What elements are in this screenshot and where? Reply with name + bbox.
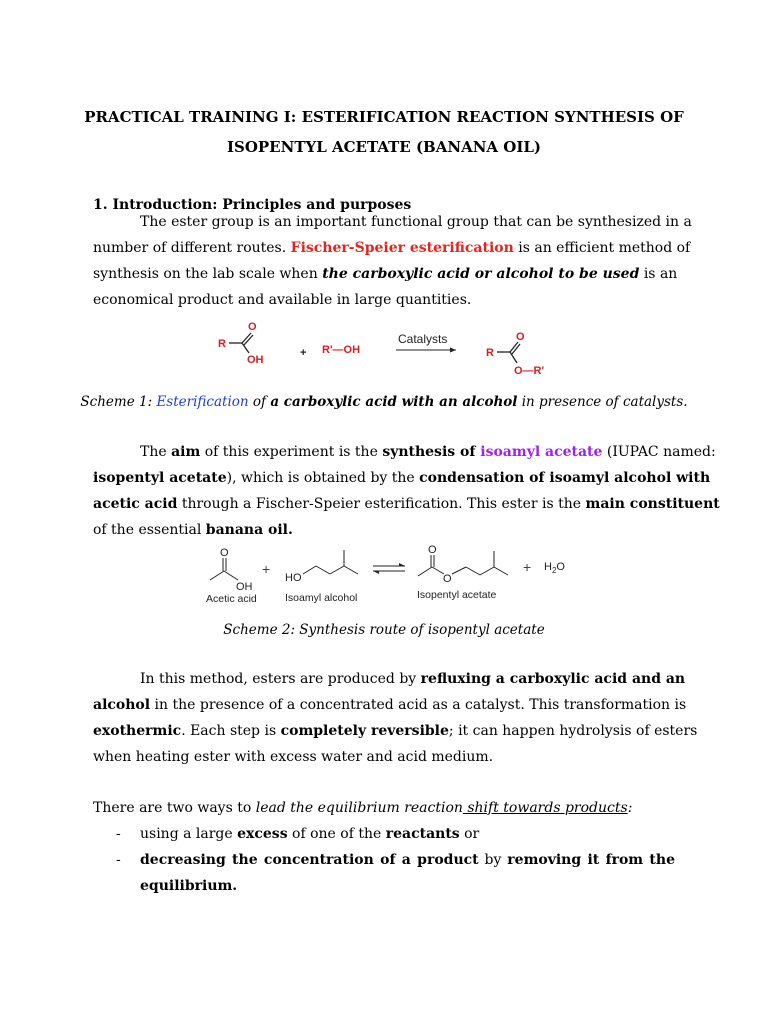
scheme1-oh1: OH — [247, 354, 264, 366]
bullet-item-2-cont: equilibrium. — [140, 878, 238, 894]
scheme2-plus-2: + — [523, 559, 532, 575]
method-line-1: In this method, esters are produced by refluxing a carboxylic acid and an — [140, 671, 686, 687]
intro-line-4: economical product and available in large quantities. — [93, 292, 472, 308]
bullet-dash-1: - — [116, 826, 121, 842]
aim-line-3: acetic acid through a Fischer-Speier esterification. This ester is the main constituent — [93, 496, 720, 512]
intro-line-3: synthesis on the lab scale when the carboxylic acid or alcohol to be used is an — [93, 266, 678, 282]
intro-line-2: number of different routes. Fischer-Speier esterification is an efficient method of — [93, 240, 691, 256]
intro-line-1: The ester group is an important functional group that can be synthesized in a — [140, 214, 692, 230]
scheme2-oh: OH — [236, 581, 253, 593]
title-line-1: PRACTICAL TRAINING I: ESTERIFICATION REACTION SYNTHESIS OF — [84, 108, 684, 126]
title-line-2: ISOPENTYL ACETATE (BANANA OIL) — [226, 138, 542, 156]
scheme2-label-isopentyl-acetate: Isopentyl acetate — [417, 589, 497, 601]
scheme-1-diagram — [210, 318, 560, 386]
scheme2-label-isoamyl-alcohol: Isoamyl alcohol — [285, 592, 358, 604]
scheme2-plus-1: + — [262, 561, 271, 577]
method-line-4: when heating ester with excess water and acid medium. — [93, 749, 494, 765]
scheme1-plus: + — [300, 347, 307, 359]
scheme1-o2: O — [516, 331, 525, 343]
aim-line-2: isopentyl acetate), which is obtained by the condensation of isoamyl alcohol with — [93, 470, 711, 486]
scheme2-ho: HO — [285, 572, 302, 584]
bullet-item-1: using a large excess of one of the reactants or — [140, 826, 480, 842]
scheme1-catalysts: Catalysts — [398, 332, 448, 346]
bullet-item-2: decreasing the concentration of a product by removing it from the — [140, 852, 675, 868]
scheme1-r2: R — [486, 347, 494, 359]
scheme1-r1: R — [218, 338, 226, 350]
aim-line-1: The aim of this experiment is the synthesis of isoamyl acetate (IUPAC named: — [140, 444, 716, 460]
aim-line-4: of the essential banana oil. — [93, 522, 293, 538]
scheme-1-caption: Scheme 1: Esterification of a carboxylic acid with an alcohol in presence of catalysts. — [80, 394, 688, 410]
scheme-2-caption: Scheme 2: Synthesis route of isopentyl acetate — [223, 622, 545, 638]
method-line-3: exothermic. Each step is completely reversible; it can happen hydrolysis of esters — [93, 723, 698, 739]
scheme1-or: O—R' — [514, 365, 545, 377]
scheme1-o1: O — [248, 321, 257, 333]
scheme2-water: $H_2O$ — [544, 561, 565, 575]
method-line-2: alcohol in the presence of a concentrated acid as a catalyst. This transformation is — [93, 697, 687, 713]
scheme1-alcohol: R'—OH — [322, 344, 361, 356]
scheme2-label-acetic-acid: Acetic acid — [206, 593, 257, 605]
scheme-2-diagram — [200, 542, 590, 610]
section-heading: 1. Introduction: Principles and purposes — [93, 197, 412, 213]
ways-intro: There are two ways to lead the equilibrium reaction shift towards products: — [93, 800, 633, 816]
scheme2-o-mid: O — [443, 573, 452, 585]
scheme2-o-top-1: O — [220, 547, 229, 559]
bullet-dash-2: - — [116, 852, 121, 868]
scheme2-o-top-2: O — [428, 544, 437, 556]
